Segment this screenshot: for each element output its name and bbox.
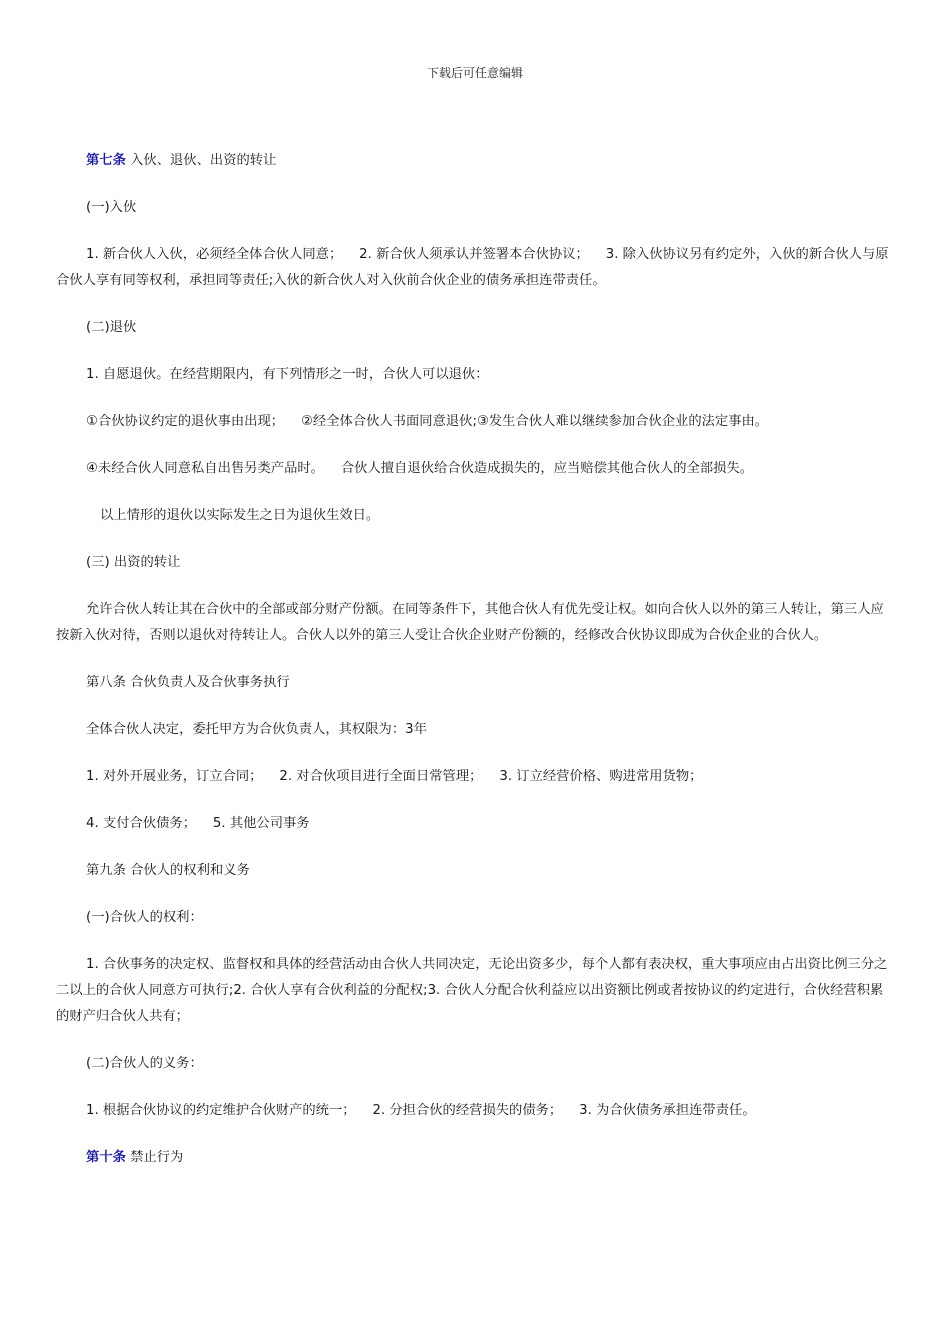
duties-heading: (二)合伙人的义务： bbox=[86, 1056, 203, 1071]
page-header: 下载后可任意编辑 bbox=[426, 66, 523, 80]
article-10-number: 第十条 bbox=[86, 1150, 126, 1165]
rights-text: 1. 合伙事务的决定权、监督权和具体的经营活动由合伙人共同决定，无论出资多少，每个人都有表决权，重大事项应由占出资比例三分之二以上的合伙人同意方可执行;2. 合伙人享有合伙利益的分配权;3. 合伙人分配合伙利益应以出资额比例或者按协议的约定进行，合伙经营积累的财产归合伙人共有； bbox=[56, 957, 888, 1024]
withdraw-line-3: ④未经合伙人同意私自出售另类产品时。 合伙人擅自退伙给合伙造成损失的，应当赔偿其他合伙人的全部损失。 bbox=[86, 461, 754, 476]
join-text: 1. 新合伙人入伙，必须经全体合伙人同意； 2. 新合伙人须承认并签署本合伙协议； 3. 除入伙协议另有约定外，入伙的新合伙人与原合伙人享有同等权利，承担同等责任;入伙的新合伙人对入伙前合伙企业的债务承担连带责任。 bbox=[56, 247, 889, 288]
article-8-decision: 全体合伙人决定，委托甲方为合伙负责人，其权限为：3年 bbox=[86, 722, 427, 737]
article-10-title: 禁止行为 bbox=[125, 1150, 184, 1165]
join-heading: (一)入伙 bbox=[86, 200, 137, 215]
article-10-heading bbox=[56, 1145, 894, 1171]
article-8-items-2: 4. 支付合伙债务； 5. 其他公司事务 bbox=[86, 816, 310, 831]
transfer-heading: (三) 出资的转让 bbox=[86, 555, 181, 570]
withdraw-line-4: 以上情形的退伙以实际发生之日为退伙生效日。 bbox=[100, 508, 380, 523]
rights-heading: (一)合伙人的权利： bbox=[86, 910, 203, 925]
article-7-title: 入伙、退伙、出资的转让 bbox=[125, 153, 277, 168]
duties-text: 1. 根据合伙协议的约定维护合伙财产的统一； 2. 分担合伙的经营损失的债务； 3. 为合伙债务承担连带责任。 bbox=[86, 1103, 756, 1118]
article-7-heading bbox=[56, 148, 894, 174]
article-8-items-1: 1. 对外开展业务，订立合同； 2. 对合伙项目进行全面日常管理； 3. 订立经营价格、购进常用货物； bbox=[86, 769, 703, 784]
transfer-text: 允许合伙人转让其在合伙中的全部或部分财产份额。在同等条件下，其他合伙人有优先受让权。如向合伙人以外的第三人转让，第三人应按新入伙对待，否则以退伙对待转让人。合伙人以外的第三人受让合伙企业财产份额的，经修改合伙协议即成为合伙企业的合伙人。 bbox=[56, 602, 884, 643]
article-7-number: 第七条 bbox=[86, 153, 126, 168]
withdraw-heading: (二)退伙 bbox=[86, 320, 137, 335]
document-body bbox=[56, 148, 894, 1192]
withdraw-line-2: ①合伙协议约定的退伙事由出现； ②经全体合伙人书面同意退伙;③发生合伙人难以继续参加合伙企业的法定事由。 bbox=[86, 414, 769, 429]
withdraw-line-1: 1. 自愿退伙。在经营期限内，有下列情形之一时，合伙人可以退伙： bbox=[86, 367, 489, 382]
article-8-heading: 第八条 合伙负责人及合伙事务执行 bbox=[86, 675, 290, 690]
article-9-heading: 第九条 合伙人的权利和义务 bbox=[86, 863, 250, 878]
